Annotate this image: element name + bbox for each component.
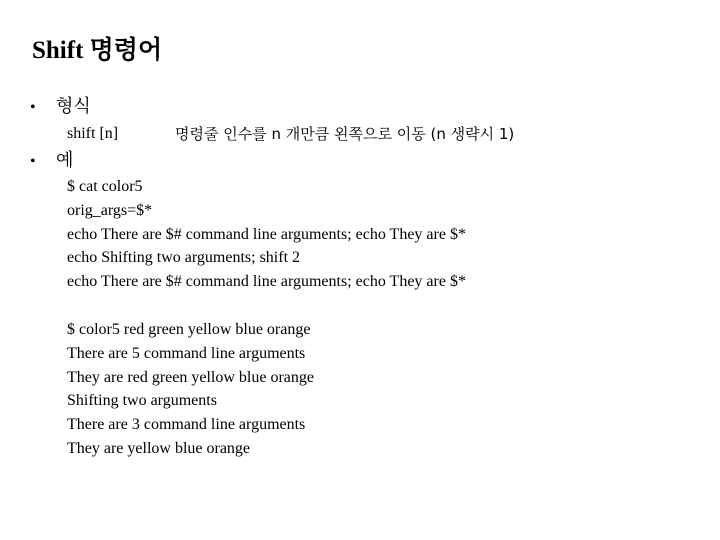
bullet-format bbox=[30, 96, 91, 118]
script-listing bbox=[67, 175, 466, 294]
format-description: 명령줄 인수를 n 개만큼 왼쪽으로 이동 (n 생략시 1) bbox=[175, 125, 515, 143]
output-line: They are red green yellow blue orange bbox=[67, 368, 314, 386]
bullet-dot-icon: • bbox=[30, 99, 36, 116]
bullet-dot-icon: • bbox=[30, 153, 36, 170]
script-line: $ cat color5 bbox=[67, 178, 143, 195]
bullet-format-label: 형식 bbox=[56, 96, 91, 117]
output-line: There are 5 command line arguments bbox=[67, 344, 306, 362]
bullet-example bbox=[30, 150, 73, 172]
output-line: Shifting two arguments bbox=[67, 392, 217, 410]
slide-title: Shift 명령어 bbox=[32, 37, 163, 64]
script-line: echo There are $# command line arguments; echo They are $* bbox=[67, 273, 466, 291]
script-line: orig_args=$* bbox=[67, 201, 153, 219]
output-line: They are yellow blue orange bbox=[67, 439, 251, 457]
format-row bbox=[67, 124, 515, 144]
output-listing bbox=[67, 318, 314, 461]
output-line: There are 3 command line arguments bbox=[67, 416, 306, 434]
script-line: echo There are $# command line arguments; echo They are $* bbox=[67, 225, 466, 243]
output-line: $ color5 red green yellow blue orange bbox=[67, 321, 311, 338]
bullet-example-label: 예 bbox=[56, 150, 74, 171]
format-syntax: shift [n] bbox=[67, 125, 119, 142]
script-line: echo Shifting two arguments; shift 2 bbox=[67, 249, 301, 267]
